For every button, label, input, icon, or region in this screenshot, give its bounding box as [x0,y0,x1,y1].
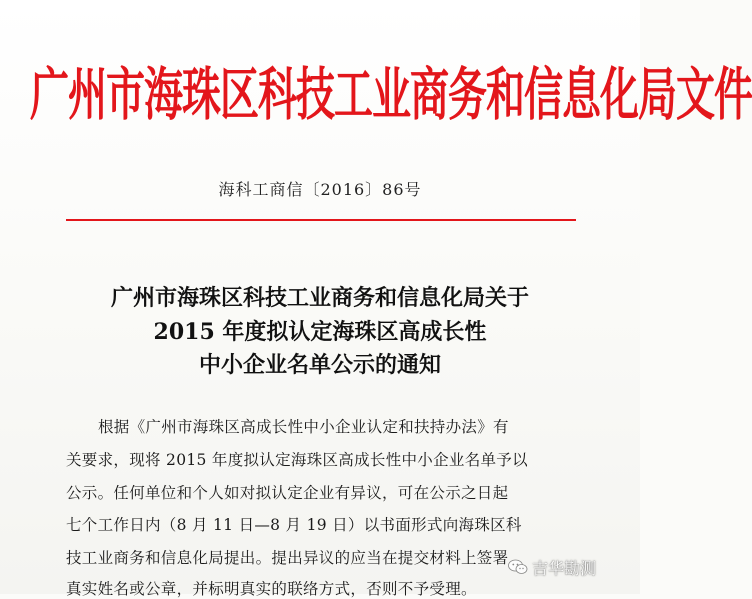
body-paragraph-line: 七个工作日内（8 月 11 日—8 月 19 日）以书面形式向海珠区科 [66,516,522,534]
document-number: 海科工商信〔2016〕86号 [218,180,422,199]
body-paragraph-line: 公示。任何单位和个人如对拟认定企业有异议，可在公示之日起 [66,484,509,502]
notice-title-line-1: 广州市海珠区科技工业商务和信息化局关于 [110,285,529,311]
issuing-authority-header: 广州市海珠区科技工业商务和信息化局文件 [30,61,752,129]
body-paragraph-line: 根据《广州市海珠区高成长性中小企业认定和扶持办法》有 [98,418,509,436]
watermark [508,556,596,578]
header-divider [66,219,576,221]
body-paragraph-line: 技工业商务和信息化局提出。提出异议的应当在提交材料上签署 [66,549,509,567]
body-paragraph-line: 关要求，现将 2015 年度拟认定海珠区高成长性中小企业名单予以 [66,451,528,469]
wechat-icon [508,559,528,575]
notice-title-line-2: 2015 年度拟认定海珠区高成长性 [153,319,487,345]
watermark-text: 吉华勘测 [532,558,597,578]
notice-title-line-3: 中小企业名单公示的通知 [198,352,441,378]
body-paragraph-line: 真实姓名或公章，并标明真实的联络方式，否则不予受理。 [66,580,477,598]
